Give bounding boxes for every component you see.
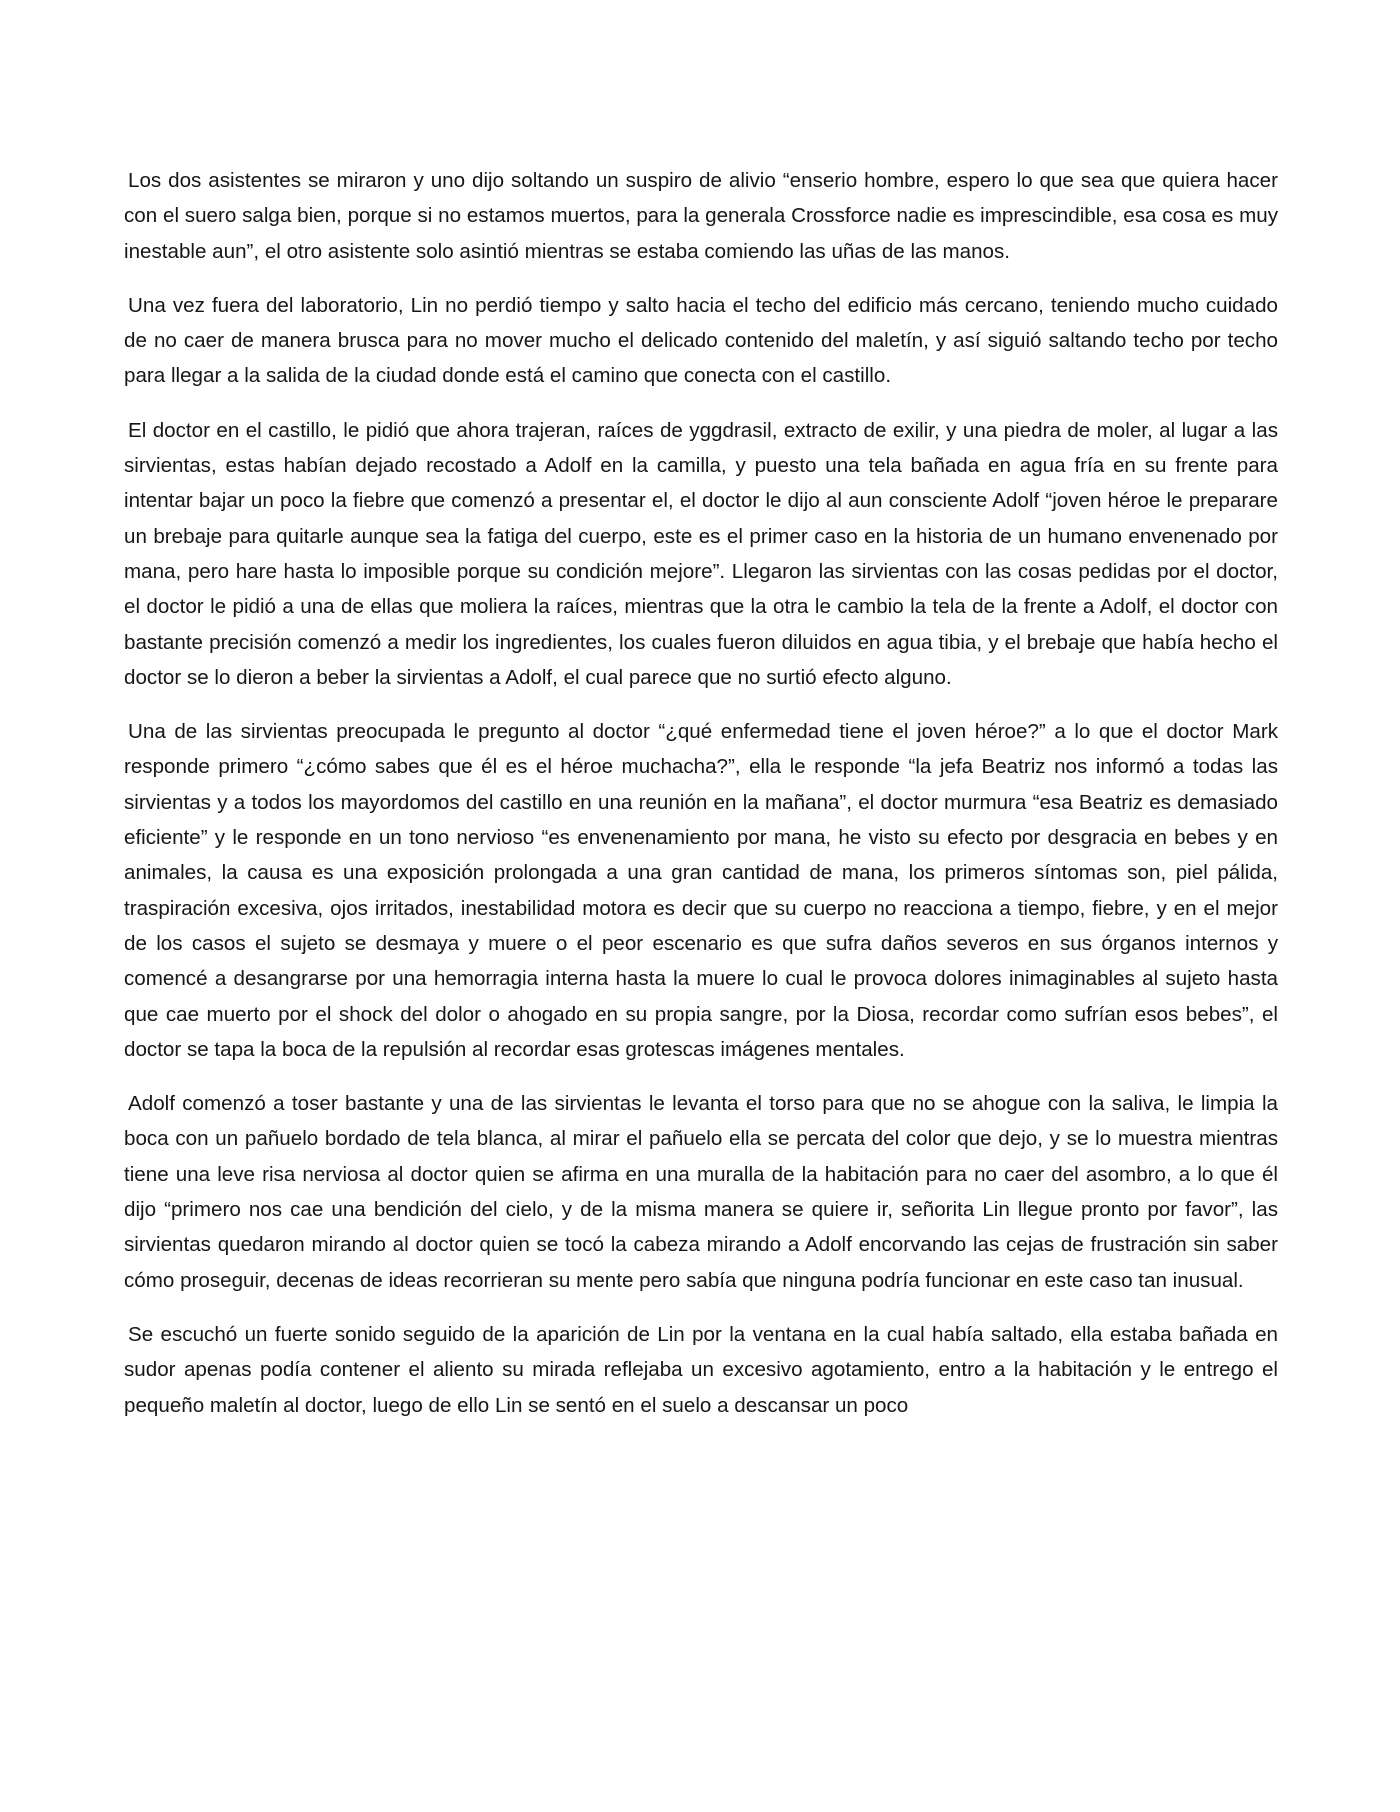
paragraph-3: El doctor en el castillo, le pidió que ahora trajeran, raíces de yggdrasil, extracto de exilir, y una piedra de moler, al lugar a las sirvientas, estas habían dejado recostado a Adolf en la camilla, y puesto una tela bañada en agua fría en su frente para intentar bajar un poco la fiebre que comenzó a presentar el, el doctor le dijo al aun consciente Adolf “joven héroe le preparare un brebaje para quitarle aunque sea la fatiga del cuerpo, este es el primer caso en la historia de un humano envenenado por mana, pero hare hasta lo imposible porque su condición mejore”. Llegaron las sirvientas con las cosas pedidas por el doctor, el doctor le pidió a una de ellas que moliera la raíces, mientras que la otra le cambio la tela de la frente a Adolf, el doctor con bastante precisión comenzó a medir los ingredientes, los cuales fueron diluidos en agua tibia, y el brebaje que había hecho el doctor se lo dieron a beber la sirvientas a Adolf, el cual parece que no surtió efecto alguno. <box>124 418 1278 689</box>
paragraph-2: Una vez fuera del laboratorio, Lin no perdió tiempo y salto hacia el techo del edificio más cercano, teniendo mucho cuidado de no caer de manera brusca para no mover mucho el delicado contenido del maletín, y así siguió saltando techo por techo para llegar a la salida de la ciudad donde está el camino que conecta con el castillo. <box>124 293 1278 388</box>
paragraph-4: Una de las sirvientas preocupada le pregunto al doctor “¿qué enfermedad tiene el joven héroe?” a lo que el doctor Mark responde primero “¿cómo sabes que él es el héroe muchacha?”, ella le responde “la jefa Beatriz nos informó a todas las sirvientas y a todos los mayordomos del castillo en una reunión en la mañana”, el doctor murmura “esa Beatriz es demasiado eficiente” y le responde en un tono nervioso “es envenenamiento por mana, he visto su efecto por desgracia en bebes y en animales, la causa es una exposición prolongada a una gran cantidad de mana, los primeros síntomas son, piel pálida, traspiración excesiva, ojos irritados, inestabilidad motora es decir que su cuerpo no reacciona a tiempo, fiebre, y en el mejor de los casos el sujeto se desmaya y muere o el peor escenario es que sufra daños severos en sus órganos internos y comencé a desangrarse por una hemorragia interna hasta la muere lo cual le provoca dolores inimaginables al sujeto hasta que cae muerto por el shock del dolor o ahogado en su propia sangre, por la Diosa, recordar como sufrían esos bebes”, el doctor se tapa la boca de la repulsión al recordar esas grotescas imágenes mentales. <box>124 720 1278 1061</box>
paragraph-6: Se escuchó un fuerte sonido seguido de la aparición de Lin por la ventana en la cual había saltado, ella estaba bañada en sudor apenas podía contener el aliento su mirada reflejaba un excesivo agotamiento, entro a la habitación y le entrego el pequeño maletín al doctor, luego de ello Lin se sentó en el suelo a descansar un poco <box>124 1322 1278 1417</box>
paragraph-1: Los dos asistentes se miraron y uno dijo soltando un suspiro de alivio “enserio hombre, espero lo que sea que quiera hacer con el suero salga bien, porque si no estamos muertos, para la generala Crossforce nadie es imprescindible, esa cosa es muy inestable aun”, el otro asistente solo asintió mientras se estaba comiendo las uñas de las manos. <box>124 169 1278 263</box>
paragraph-5: Adolf comenzó a toser bastante y una de las sirvientas le levanta el torso para que no se ahogue con la saliva, le limpia la boca con un pañuelo bordado de tela blanca, al mirar el pañuelo ella se percata del color que dejo, y se lo muestra mientras tiene una leve risa nerviosa al doctor quien se afirma en una muralla de la habitación para no caer del asombro, a lo que él dijo “primero nos cae una bendición del cielo, y de la misma manera se quiere ir, señorita Lin llegue pronto por favor”, las sirvientas quedaron mirando al doctor quien se tocó la cabeza mirando a Adolf encorvando las cejas de frustración sin saber cómo proseguir, decenas de ideas recorrieran su mente pero sabía que ninguna podría funcionar en este caso tan inusual. <box>124 1092 1278 1292</box>
document-body <box>124 163 1278 1423</box>
